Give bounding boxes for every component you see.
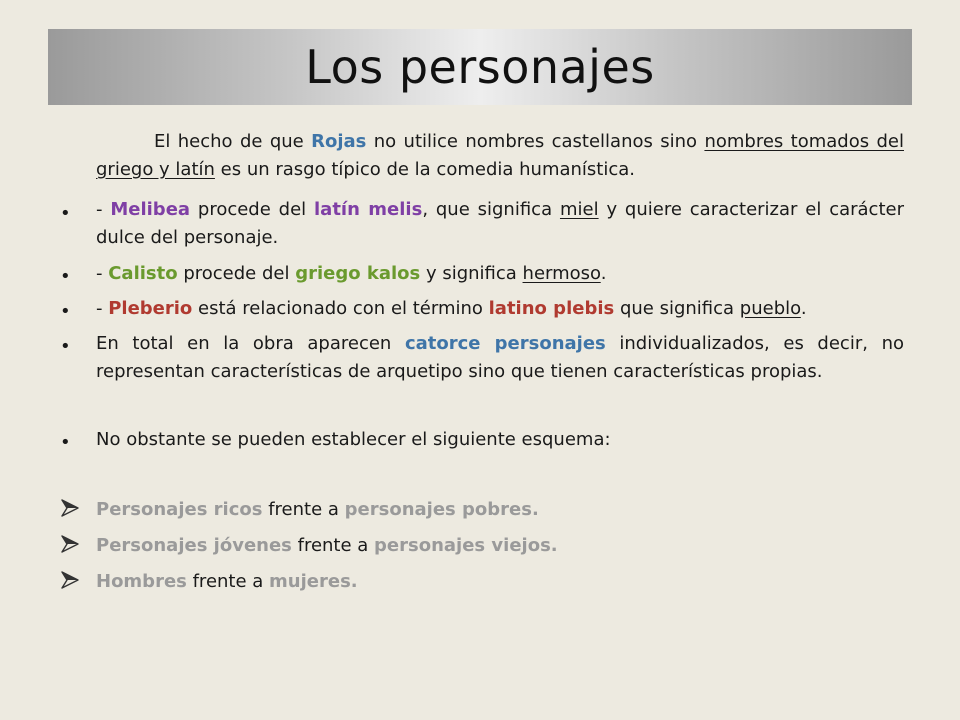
arrow-item-hombres [96, 568, 904, 596]
bullet-text: y significa [420, 263, 523, 284]
bullet-dot-icon: • [60, 266, 71, 287]
bullet-text: . [800, 298, 807, 319]
bullet-text: individualizados, es decir, no representan características de arquetipo sino que tienen características propias. [96, 333, 904, 382]
calisto-term: Calisto [108, 263, 178, 284]
title-bar [48, 29, 912, 105]
bullet-text: - [96, 263, 109, 284]
arrow-text-mid: frente a [186, 571, 270, 592]
pleberio-meaning: pueblo [739, 298, 801, 319]
calisto-origin: griego kalos [295, 263, 421, 284]
arrow-item-ricos [96, 496, 904, 524]
catorce-term: catorce personajes [404, 333, 606, 354]
bullet-melibea [96, 196, 904, 252]
arrow-term-b: mujeres. [269, 571, 358, 592]
rojas-term: Rojas [311, 131, 367, 152]
arrow-bullet-icon [60, 499, 82, 521]
bullet-text: - [96, 298, 109, 319]
intro-underlined: nombres tomados del griego y latín [96, 131, 904, 180]
bullet-catorce [96, 330, 904, 386]
bullet-dot-icon: • [60, 432, 71, 453]
arrow-term-b: personajes pobres. [344, 499, 539, 520]
bullet-dot-icon: • [60, 336, 71, 357]
intro-text-1: El hecho de que [154, 131, 312, 152]
calisto-meaning: hermoso [522, 263, 601, 284]
bullet-text: y quiere caracterizar el carácter dulce del personaje. [96, 199, 904, 248]
bullet-text: - [96, 199, 111, 220]
arrow-text-mid: frente a [262, 499, 345, 520]
arrow-item-jovenes [96, 532, 904, 560]
bullet-text: No obstante se pueden establecer el siguiente esquema: [96, 429, 611, 450]
arrow-term-a: Personajes ricos [96, 499, 263, 520]
bullet-dot-icon: • [60, 301, 71, 322]
bullet-text: , que significa [422, 199, 560, 220]
bullet-pleberio [96, 295, 904, 323]
slide-title: Los personajes [305, 40, 655, 94]
bullet-dot-icon: • [60, 203, 71, 224]
melibea-origin: latín melis [314, 199, 423, 220]
intro-text-2: no utilice nombres castellanos sino [366, 131, 705, 152]
bullet-text: procede del [177, 263, 296, 284]
bullet-text: que significa [614, 298, 740, 319]
pleberio-term: Pleberio [108, 298, 193, 319]
melibea-meaning: miel [559, 199, 599, 220]
arrow-text-mid: frente a [291, 535, 375, 556]
intro-paragraph [96, 128, 904, 184]
bullet-text: está relacionado con el término [192, 298, 489, 319]
melibea-term: Melibea [110, 199, 191, 220]
bullet-text: En total en la obra aparecen [96, 333, 405, 354]
intro-text-3: es un rasgo típico de la comedia humanística. [214, 159, 636, 180]
arrow-term-a: Hombres [96, 571, 187, 592]
bullet-text: . [600, 263, 607, 284]
arrow-bullet-icon [60, 571, 82, 593]
arrow-term-a: Personajes jóvenes [96, 535, 292, 556]
arrow-term-b: personajes viejos. [374, 535, 558, 556]
bullet-text: procede del [190, 199, 314, 220]
bullet-calisto [96, 260, 904, 288]
arrow-bullet-icon [60, 535, 82, 557]
bullet-esquema [96, 426, 904, 454]
pleberio-origin: latino plebis [488, 298, 615, 319]
